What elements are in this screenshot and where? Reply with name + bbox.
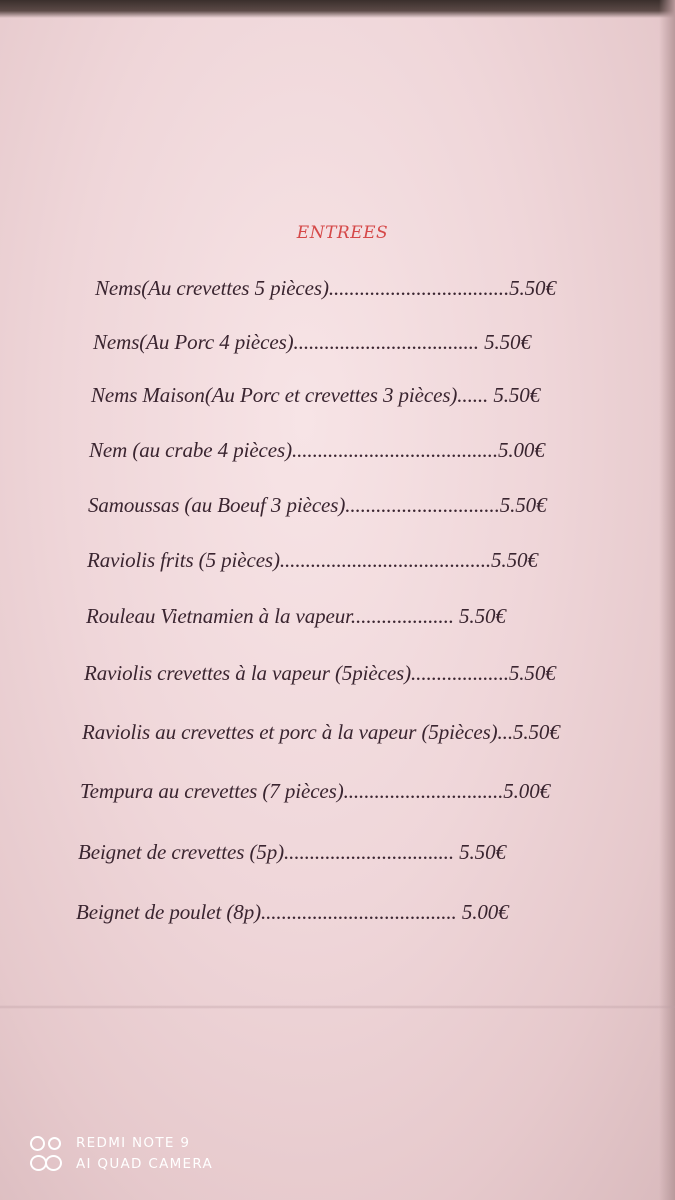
- menu-item-raviolis-crevettes-porc: Raviolis au crevettes et porc à la vapeur (5pièces)...5.50€: [82, 720, 560, 744]
- camera-watermark: [30, 1133, 213, 1175]
- menu-item-raviolis-crevettes: Raviolis crevettes à la vapeur (5pièces)...................5.50€: [84, 661, 556, 685]
- camera-model: REDMI NOTE 9: [76, 1135, 191, 1151]
- menu-item-raviolis-frits: Raviolis frits (5 pièces).........................................5.50€: [87, 548, 538, 572]
- quad-camera-icon: [30, 1136, 64, 1172]
- menu-item-samoussas: Samoussas (au Boeuf 3 pièces)..............................5.50€: [88, 493, 547, 517]
- menu-item-nem-crabe: Nem (au crabe 4 pièces)........................................5.00€: [89, 438, 545, 462]
- menu-item-beignet-poulet: Beignet de poulet (8p)...................................... 5.00€: [76, 900, 509, 924]
- table-background-top: [0, 0, 675, 18]
- menu-item-beignet-crevettes: Beignet de crevettes (5p)................................. 5.50€: [78, 840, 506, 864]
- menu-item-rouleau-vietnamien: Rouleau Vietnamien à la vapeur.................... 5.50€: [86, 604, 506, 628]
- menu-item-tempura: Tempura au crevettes (7 pièces)...............................5.00€: [80, 779, 551, 803]
- camera-watermark-text: [76, 1133, 213, 1175]
- menu-heading: ENTREES: [296, 223, 389, 243]
- camera-type: AI QUAD CAMERA: [76, 1156, 214, 1172]
- paper-right-edge: [659, 0, 675, 1200]
- paper-crease: [0, 1005, 675, 1009]
- menu-item-nems-porc: Nems(Au Porc 4 pièces).................................... 5.50€: [93, 330, 531, 354]
- menu-item-nems-maison: Nems Maison(Au Porc et crevettes 3 pièces)...... 5.50€: [91, 383, 541, 407]
- menu-item-nems-crevettes: Nems(Au crevettes 5 pièces)...................................5.50€: [95, 276, 556, 300]
